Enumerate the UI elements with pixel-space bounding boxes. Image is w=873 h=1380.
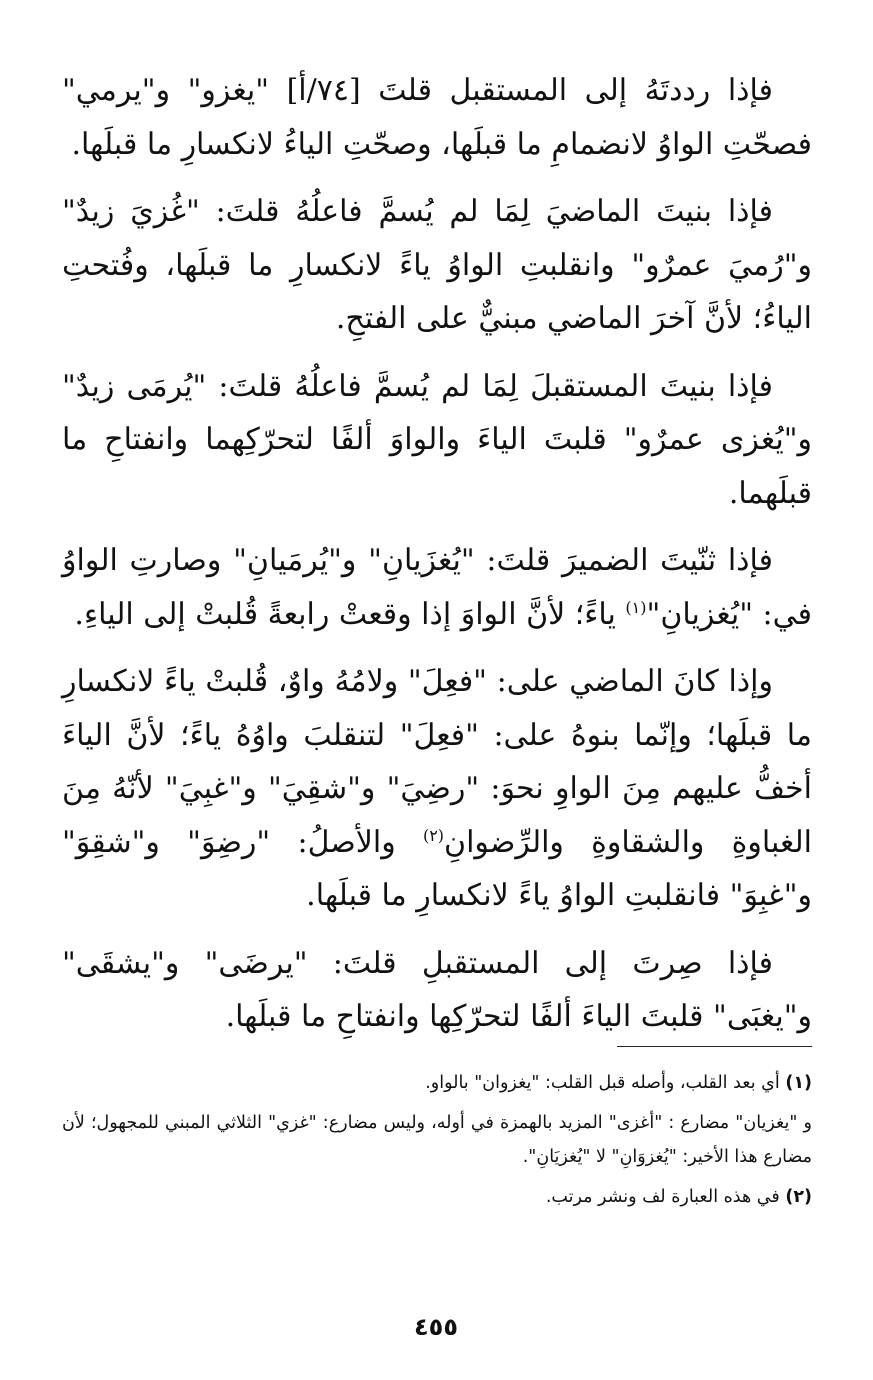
footnote-reference-1[interactable]: (١) — [625, 597, 647, 617]
paragraph — [62, 534, 812, 641]
footnote-number: (١) — [785, 1073, 812, 1093]
footnote-number: (٢) — [785, 1187, 812, 1207]
paragraph: فإذا رددتَهُ إلى المستقبل قلتَ [٧٤/أ] "يغزو" و"يرمي" فصحّتِ الواوُ لانضمامِ ما قبلَها، وصحّتِ الياءُ لانكسارِ ما قبلَها. — [62, 73, 812, 162]
footnote-item — [62, 1066, 812, 1100]
paragraph — [62, 655, 812, 923]
paragraph-text: فإذا ثنّيتَ الضميرَ قلتَ: "يُغزَيانِ" و"يُرمَيانِ" وصارتِ الواوُ في: "يُغزيانِ" — [62, 543, 812, 632]
footnote-text: و "يغزيان" مضارع : "أغزى" المزيد بالهمزة في أوله، وليس مضارع: "غزي" الثلاثي المبني للمجهول؛ لأن مضارع هذا الأخير: "يُغزوَانِ" لا "يُغزيَانِ". — [62, 1113, 812, 1167]
footnotes — [62, 1066, 812, 1214]
paragraph: فإذا بنيتَ الماضيَ لِمَا لم يُسمَّ فاعلُهُ قلتَ: "غُزيَ زيدٌ" و"رُميَ عمرٌو" وانقلبتِ الواوُ ياءً لانكسارِ ما قبلَها، وفُتحتِ الياءُ؛ لأنَّ آخرَ الماضي مبنيٌّ على الفتحِ. — [62, 194, 812, 336]
paragraph: فإذا صِرتَ إلى المستقبلِ قلتَ: "يرضَى" و"يشقَى" و"يغبَى" قلبتَ الياءَ ألفًا لتحرّكِها وانفتاحِ ما قبلَها. — [62, 945, 812, 1034]
page-number: ٤٥٥ — [414, 1313, 458, 1341]
main-text — [62, 64, 812, 1044]
footnote-divider — [617, 1046, 812, 1047]
paragraph-text: ياءً؛ لأنَّ الواوَ إذا وقعتْ رابعةً قُلبتْ إلى الياءِ. — [74, 596, 626, 632]
footnote-text: أي بعد القلب، وأصله قبل القلب: "يغزوان" بالواو. — [425, 1073, 780, 1093]
paragraph: فإذا بنيتَ المستقبلَ لِمَا لم يُسمَّ فاعلُهُ قلتَ: "يُرمَى زيدٌ" و"يُغزى عمرٌو" قلبتَ الياءَ والواوَ ألفًا لتحرّكِهما وانفتاحِ ما قبلَهما. — [62, 368, 812, 511]
footnote-item — [62, 1106, 812, 1174]
footnote-reference-2[interactable]: (٢) — [422, 825, 445, 845]
footnote-text: في هذه العبارة لف ونشر مرتب. — [545, 1187, 780, 1207]
paragraph-text: والأصلُ: "رضِوَ" و"شقِوَ" و"غبِوَ" فانقلبتِ الواوُ ياءً لانكسارِ ما قبلَها. — [62, 824, 812, 913]
footnote-item — [62, 1180, 812, 1214]
paragraph-text: وإذا كانَ الماضي على: "فعِلَ" ولامُهُ واوٌ، قُلبتْ ياءً لانكسارِ ما قبلَها؛ وإنّما بنوهُ على: "فعِلَ" لتنقلبَ واوُهُ ياءً؛ لأنَّ الياءَ أخفُّ عليهم مِنَ الواوِ نحوَ: "رضِيَ" و"شقِيَ" و"غبِيَ" لأنّهُ مِنَ الغباوةِ والشقاوةِ والرِّضوانِ — [62, 664, 812, 860]
